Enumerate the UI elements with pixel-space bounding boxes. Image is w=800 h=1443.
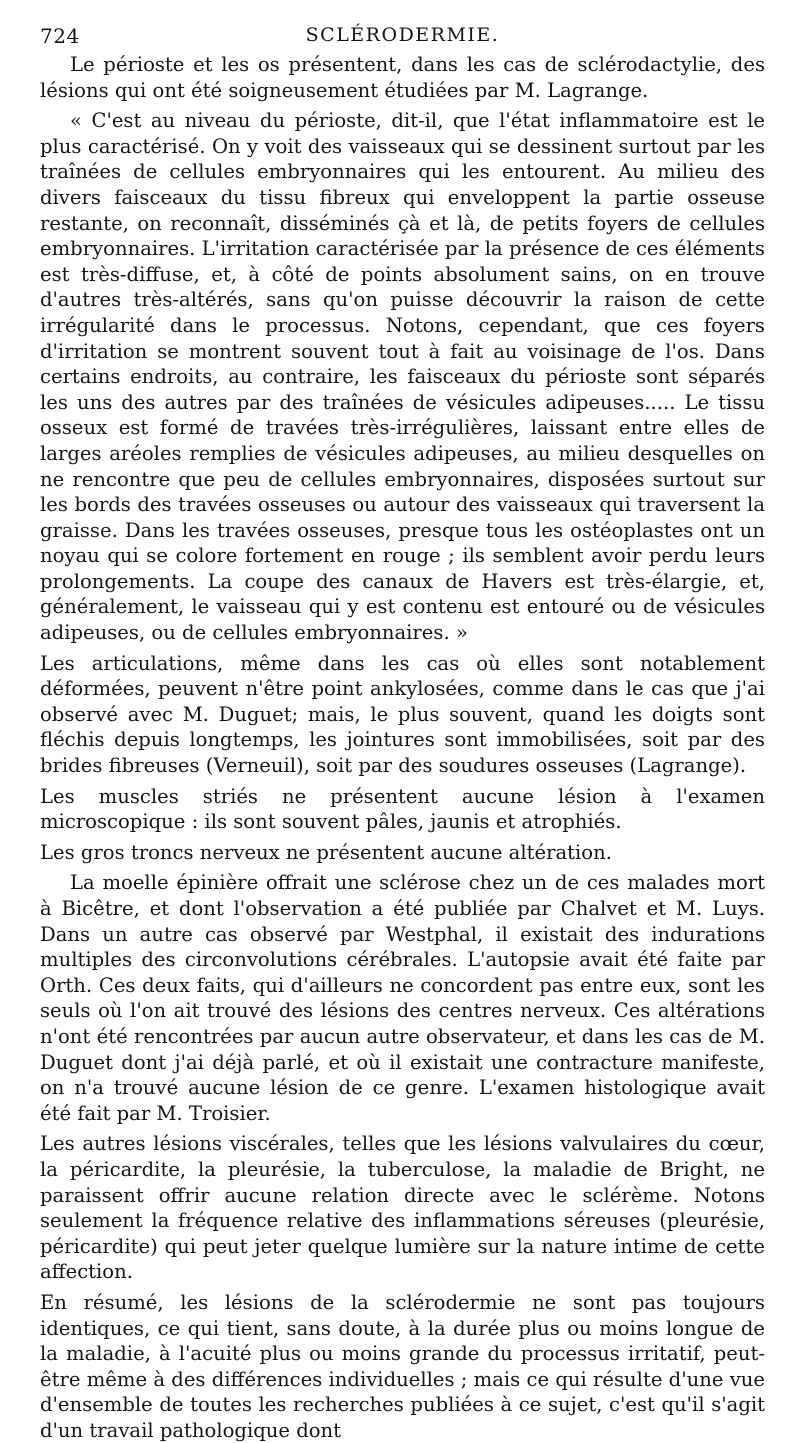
paragraph-spinal-cord: La moelle épinière offrait une sclérose chez un de ces malades mort à Bicêtre, et dont l'observation a été publiée par Chalvet et M. Luys. Dans un autre cas observé par Westphal, il existait des indurations multiples des circonvolutions cérébrales. L'autopsie avait été faite par Orth. Ces deux faits, qui d'ailleurs ne concordent pas entre eux, sont les seuls où l'on ait trouvé des lésions des centres nerveux. Ces altérations n'ont été rencontrées par aucun autre observateur, et dans les cas de M. Duguet dont j'ai déjà parlé, et où il existait une contracture manifeste, on n'a trouvé aucune lésion de ce genre. L'examen histologique avait été fait par M. Troisier. [40, 871, 765, 1125]
paragraph-lagrange-quote: « C'est au niveau du périoste, dit-il, que l'état inflammatoire est le plus caractérisé. On y voit des vaisseaux qui se dessinent surtout par les traînées de cellules embryonnaires qui les entourent. Au milieu des divers faisceaux du tissu fibreux qui enveloppent la partie osseuse restante, on reconnaît, disséminés çà et là, de petits foyers de cellules embryonnaires. L'irritation caractérisée par la présence de ces éléments est très-diffuse, et, à côté de points absolument sains, on en trouve d'autres très-altérés, sans qu'on puisse découvrir la raison de cette irrégularité dans le processus. Notons, cependant, que ces foyers d'irritation se montrent souvent tout à fait au voisinage de l'os. Dans certains endroits, au contraire, les faisceaux du périoste sont séparés les uns des autres par des traînées de vésicules adipeuses..... Le tissu osseux est formé de travées très-irrégulières, laissant entre elles de larges aréoles remplies de vésicules adipeuses, au milieu desquelles on ne rencontre que peu de cellules embryonnaires, disposées surtout sur les bords des travées osseuses ou autour des vaisseaux qui traversent la graisse. Dans les travées osseuses, presque tous les ostéoplastes ont un noyau qui se colore fortement en rouge ; ils semblent avoir perdu leurs prolongements. La coupe des canaux de Havers est très-élargie, et, généralement, le vaisseau qui y est contenu est entouré ou de vésicules adipeuses, ou de cellules embryonnaires. » [40, 109, 765, 645]
paragraph-visceral-lesions: Les autres lésions viscérales, telles que les lésions valvulaires du cœur, la péricardite, la pleurésie, la tuberculose, la maladie de Bright, ne paraissent offrir aucune relation directe avec le sclérème. Notons seulement la fréquence relative des inflammations séreuses (pleurésie, péricardite) qui peut jeter quelque lumière sur la nature intime de cette affection. [40, 1132, 765, 1284]
paragraph-nerves: Les gros troncs nerveux ne présentent aucune altération. [40, 840, 612, 864]
page-header [40, 18, 765, 52]
paragraph-articulations: Les articulations, même dans les cas où elles sont notablement déformées, peuvent n'être point ankylosées, comme dans le cas que j'ai observé avec M. Duguet; mais, le plus souvent, quand les doigts sont fléchis depuis longtemps, les jointures sont immobilisées, soit par des brides fibreuses (Verneuil), soit par des soudures osseuses (Lagrange). [40, 651, 765, 778]
book-page [40, 18, 765, 1443]
running-title: SCLÉRODERMIE. [305, 24, 500, 46]
paragraph-muscles: Les muscles striés ne présentent aucune lésion à l'examen microscopique : ils sont souvent pâles, jaunis et atrophiés. [40, 784, 765, 834]
paragraph-periosteum-intro: Le périoste et les os présentent, dans les cas de sclérodactylie, des lésions qui ont été soigneusement étudiées par M. Lagrange. [40, 53, 765, 102]
page-number: 724 [40, 24, 80, 48]
body-text [40, 52, 765, 1443]
paragraph-summary: En résumé, les lésions de la sclérodermie ne sont pas toujours identiques, ce qui tient, sans doute, à la durée plus ou moins longue de la maladie, à l'acuité plus ou moins grande du processus irritatif, peut-être même à des différences individuelles ; mais ce qui résulte d'une vue d'ensemble de toutes les recherches publiées à ce sujet, c'est qu'il s'agit d'un travail pathologique dont [40, 1290, 765, 1442]
